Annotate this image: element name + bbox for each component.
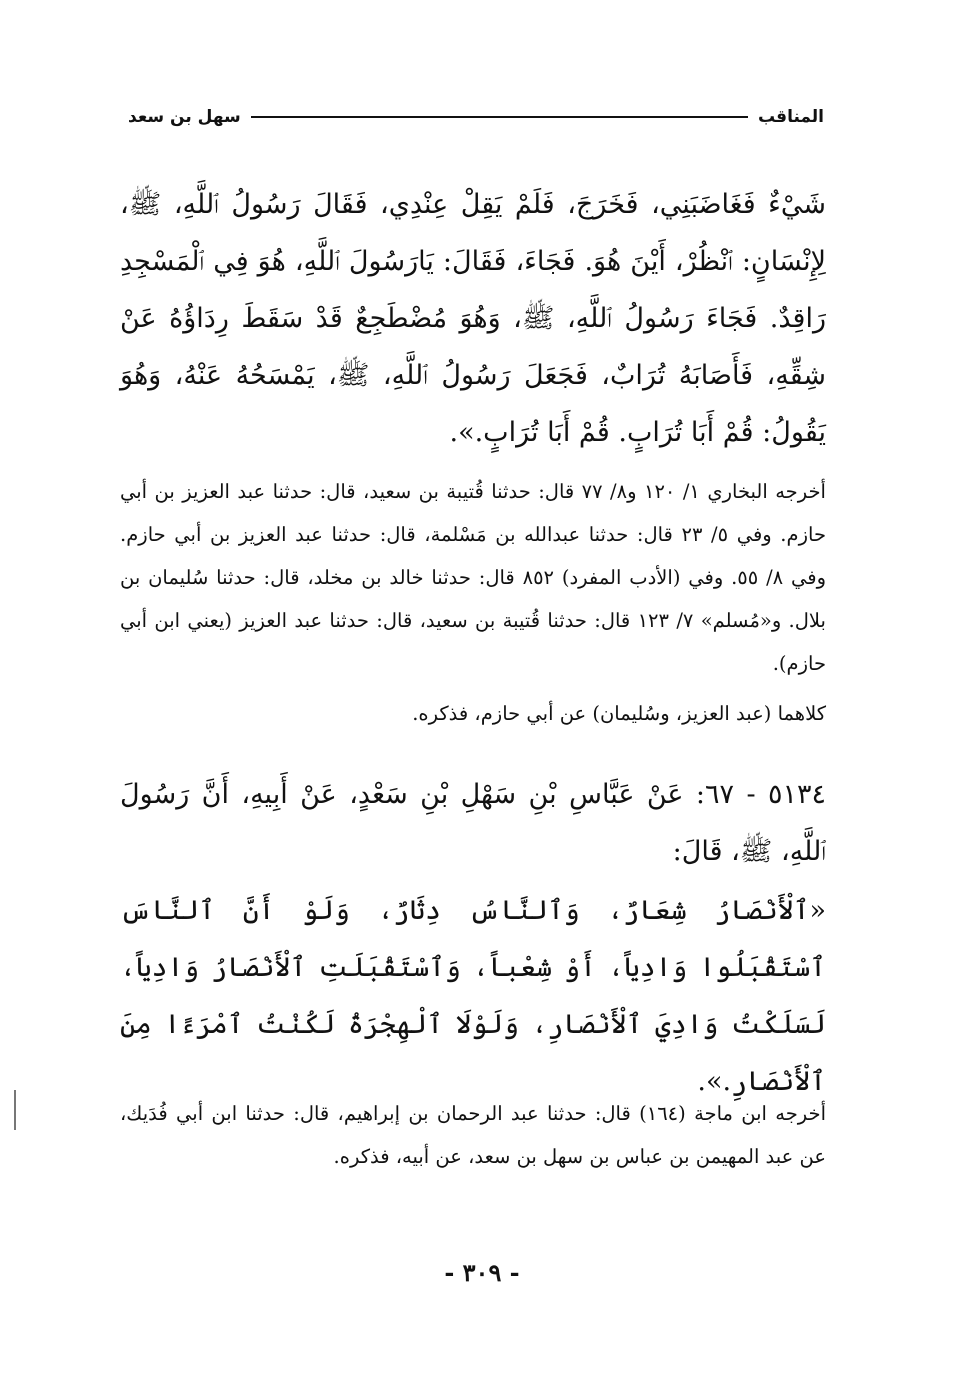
running-header	[128, 103, 824, 131]
takhrij-note	[120, 692, 826, 735]
matn-text: «ٱلْأَنْصَارُ شِعَارٌ، وَٱلنَّاسُ دِثَارٌ، وَلَوْ أَنَّ ٱلنَّاسَ ٱسْتَقْبَلُوا وَادِياً، أَوْ شِعْباً، وَٱسْتَقْبَلَتِ ٱلْأَنْصَارُ وَادِياً، لَسَلَكْتُ وَادِيَ ٱلْأَنْصَارِ، وَلَوْلَا ٱلْهِجْرَةُ لَكُنْتُ ٱمْرَءًا مِنَ ٱلْأَنْصَارِ.».	[120, 895, 826, 1097]
margin-mark	[14, 1090, 16, 1130]
section-title: المناقب	[757, 107, 824, 127]
isnad-text: ٥١٣٤ - ٦٧: عَنْ عَبَّاسِ بْنِ سَهْلِ بْنِ سَعْدٍ، عَنْ أَبِيهِ، أَنَّ رَسُولَ ٱللَّهِ، ﷺ، قَالَ:	[120, 779, 826, 867]
hadith-isnad	[120, 766, 826, 880]
takhrij-2-text: أخرجه ابن ماجة (١٦٤) قال: حدثنا عبد الرحمان بن إبراهيم، قال: حدثنا ابن أبي فُدَيك، عن عبد المهيمن بن عباس بن سهل بن سعد، عن أبيه، فذكره.	[120, 1102, 826, 1168]
hadith-continuation	[120, 176, 826, 461]
takhrij-note-text: كلاهما (عبد العزيز، وسُليمان) عن أبي حازم، فذكره.	[412, 702, 826, 725]
chapter-subject: سهل بن سعد	[128, 107, 241, 127]
takhrij-footnote-2	[120, 1092, 826, 1178]
takhrij-footnote	[120, 470, 826, 685]
hadith-text: شَيْءٌ فَغَاضَبَنِي، فَخَرَجَ، فَلَمْ يَقِلْ عِنْدِي، فَقَالَ رَسُولُ ٱللَّهِ، ﷺ، لِإِنْسَانٍ: ٱنْظُرْ، أَيْنَ هُوَ. فَجَاءَ، فَقَالَ: يَارَسُولَ ٱللَّهِ، هُوَ فِي ٱلْمَسْجِدِ رَاقِدٌ. فَجَاءَ رَسُولُ ٱللَّهِ، ﷺ، وَهُوَ مُضْطَجِعٌ قَدْ سَقَطَ رِدَاؤُهُ عَنْ شِقِّهِ، فَأَصَابَهُ تُرَابٌ، فَجَعَلَ رَسُولُ ٱللَّهِ، ﷺ، يَمْسَحُهُ عَنْهُ، وَهُوَ يَقُولُ: قُمْ أَبَا تُرَابٍ. قُمْ أَبَا تُرَابٍ.».	[120, 189, 826, 448]
takhrij-text: أخرجه البخاري ١/ ١٢٠ و٨/ ٧٧ قال: حدثنا قُتيبة بن سعيد، قال: حدثنا عبد العزيز بن أبي حازم. وفي ٥/ ٢٣ قال: حدثنا عبدالله بن مَسْلمة، قال: حدثنا عبد العزيز بن أبي حازم. وفي ٨/ ٥٥. وفي (الأدب المفرد) ٨٥٢ قال: حدثنا خالد بن مخلد، قال: حدثنا سُليمان بن بلال. و«مُسلم» ٧/ ١٢٣ قال: حدثنا قُتيبة بن سعيد، قال: حدثنا عبد العزيز (يعني ابن أبي حازم).	[120, 480, 826, 675]
hadith-matn	[120, 882, 826, 1110]
page-number: - ٣٠٩ -	[444, 1258, 520, 1287]
header-rule	[251, 116, 748, 118]
